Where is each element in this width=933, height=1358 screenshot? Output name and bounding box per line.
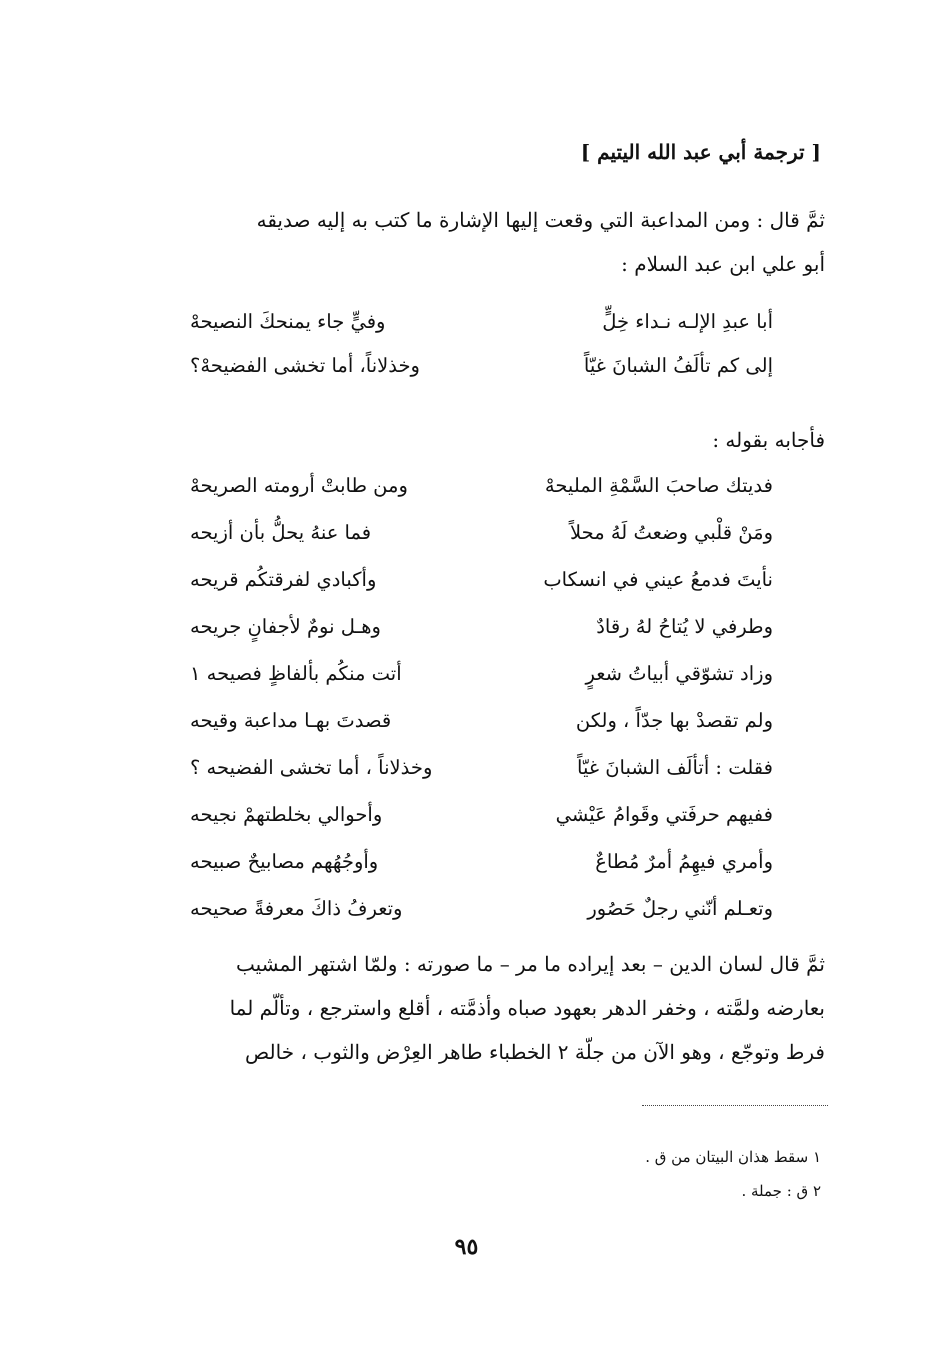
verse-row xyxy=(190,803,773,850)
verse-first-hemistich: فديتك صاحبَ السَّمْةِ المليحهْ xyxy=(544,474,773,497)
verse-first-hemistich: نأيتَ فدمعُ عيني في انسكاب xyxy=(543,568,773,591)
verse-first-hemistich: وأمري فيهِمُ أمرٌ مُطاعٌ xyxy=(595,850,773,873)
verse-row xyxy=(190,709,773,756)
verse-first-hemistich: أبا عبدِ الإلـه نـداء خِلٍّ xyxy=(602,310,773,333)
closing-line: ثمَّ قال لسان الدين – بعد إيراده ما مر – ما صورته : ولمّا اشتهر المشيب xyxy=(236,952,825,976)
verse-row xyxy=(190,897,773,944)
verse-second-hemistich: أتت منكُم بألفاظٍ فصيحه ١ xyxy=(190,662,402,685)
footnote: ١ سقط هذان البيتان من ق . xyxy=(645,1148,821,1166)
verse-first-hemistich: ومَنْ قلْبي وضعتُ لَهُ محلاً xyxy=(569,521,773,544)
verse-second-hemistich: وخذلاناً ، أما تخشى الفضيحه ؟ xyxy=(190,756,433,779)
verse-row xyxy=(190,474,773,521)
verse-first-hemistich: وطرفي لا يُتاحُ لهُ رقادٌ xyxy=(596,615,773,638)
closing-line: بعارضه ولمَّته ، وخفر الدهر بعهود صباه وأذمَّته ، أقلع واسترجع ، وتألّم لما xyxy=(229,996,825,1020)
verse-first-hemistich: وتعـلم أنّني رجلٌ حَصُور xyxy=(587,897,773,920)
answer-intro-line: فأجابه بقوله : xyxy=(712,428,825,452)
verse-second-hemistich: وخذلاناً، أما تخشى الفضيحهْ؟ xyxy=(190,354,420,377)
verse-second-hemistich: وأكبادي لفرقتكُم قريحه xyxy=(190,568,377,591)
verse-row xyxy=(190,310,773,354)
intro-line: ثمَّ قال : ومن المداعبة التي وقعت إليها الإشارة ما كتب به إليه صديقه xyxy=(256,208,825,232)
verse-second-hemistich: ومن طابتْ أرومته الصريحهْ xyxy=(190,474,408,497)
verse-second-hemistich: وتعرفُ ذاكَ معرفةً صحيحه xyxy=(190,897,403,920)
verse-row xyxy=(190,850,773,897)
verse-row xyxy=(190,756,773,803)
verse-second-hemistich: فما عنهُ يحلُّ بأن أزيحه xyxy=(190,521,372,544)
verse-row xyxy=(190,521,773,568)
verse-first-hemistich: إلى كم تألَفُ الشبانَ غيّاً xyxy=(583,354,773,377)
footnote: ٢ ق : جملة . xyxy=(741,1182,821,1200)
verse-row xyxy=(190,354,773,398)
verse-second-hemistich: وفيٍّ جاء يمنحكَ النصيحهْ xyxy=(190,310,386,333)
section-heading: [ ترجمة أبي عبد الله اليتيم ] xyxy=(580,140,821,164)
intro-paragraph xyxy=(132,198,825,286)
verse-second-hemistich: قصدتَ بهـا مداعبة وقيحه xyxy=(190,709,392,732)
verse-first-hemistich: ففيهم حرفَتي وقَوامُ عَيْشي xyxy=(555,803,773,826)
verse-row xyxy=(190,615,773,662)
verse-second-hemistich: وأوجُهُهم مصابيحٌ صبيحه xyxy=(190,850,379,873)
verse-row xyxy=(190,662,773,709)
verse-first-hemistich: فقلت : أتألَف الشبانَ غيّاً xyxy=(577,756,773,779)
closing-line: فرط وتوجّع ، وهو الآن من جلّة ٢ الخطباء طاهر العِرْض والثوب ، خالص xyxy=(245,1040,825,1064)
verse-second-hemistich: وأحوالي بخلطتهمْ نجيحه xyxy=(190,803,383,826)
verse-first-hemistich: وزاد تشوّقي أبياتُ شعرٍ xyxy=(585,662,773,685)
verse-second-hemistich: وهـل نومٌ لأجفانٍ جريحه xyxy=(190,615,381,638)
footnote-separator xyxy=(642,1105,828,1106)
verse-row xyxy=(190,568,773,615)
verse-first-hemistich: ولم تقصدْ بها جدّاً ، ولكن xyxy=(575,709,773,732)
intro-line: أبو علي ابن عبد السلام : xyxy=(621,252,825,276)
closing-paragraph xyxy=(132,942,825,1074)
answer-intro xyxy=(132,418,825,462)
footnotes xyxy=(645,1140,821,1208)
verses-reply-poem xyxy=(190,474,773,944)
page-number: ٩٥ xyxy=(454,1234,479,1260)
verses-first-poem xyxy=(190,310,773,398)
